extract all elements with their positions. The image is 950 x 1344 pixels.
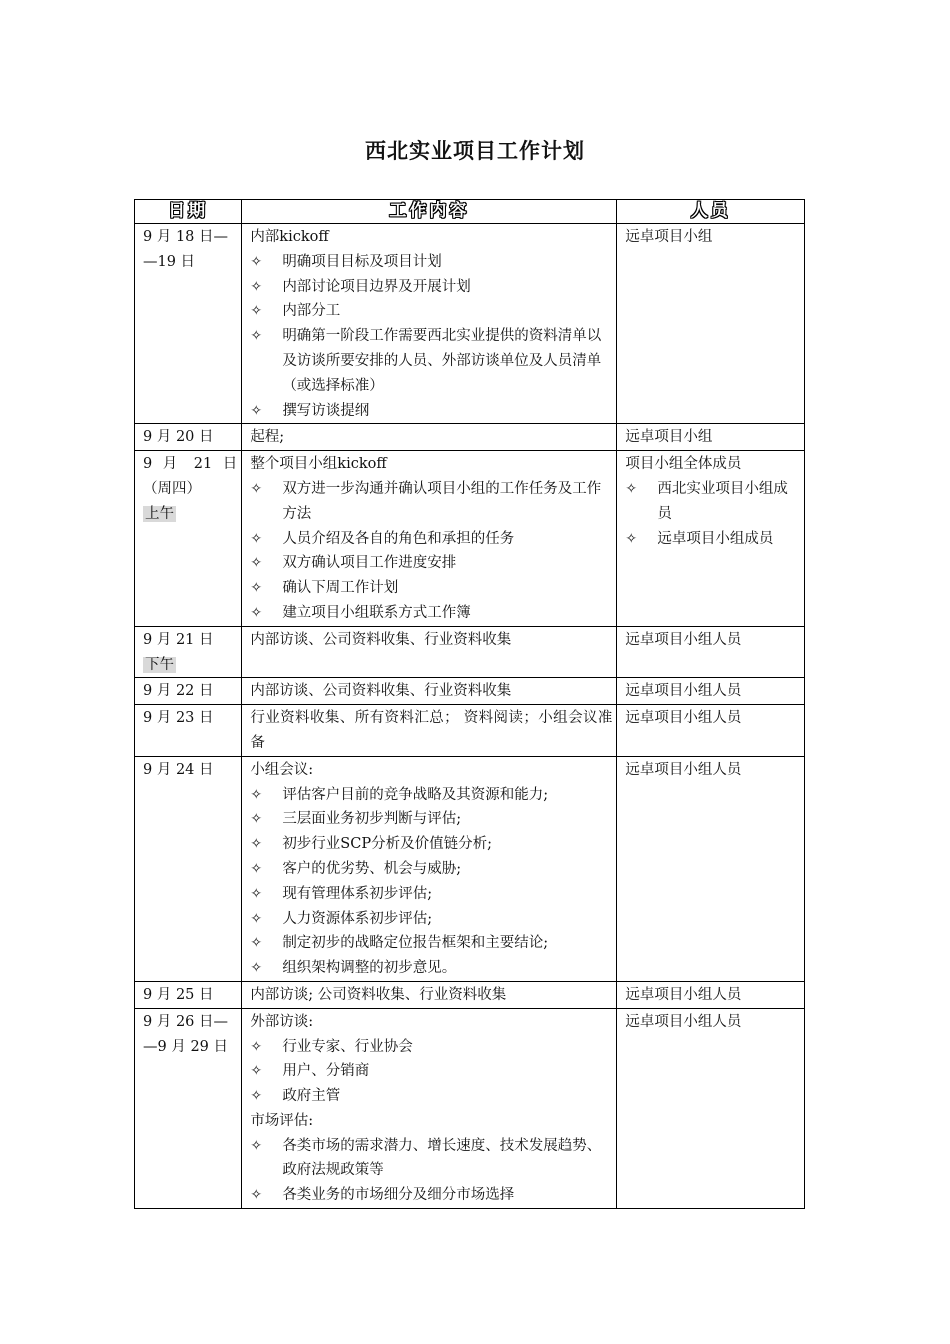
list-item: ✧ 西北实业项目小组成员 (625, 477, 800, 527)
list-item: ✧ 远卓项目小组成员 (625, 527, 800, 552)
list-item: ✧ 双方确认项目工作进度安排 (250, 551, 612, 576)
date-cell: 9 月 22 日 (135, 678, 242, 705)
list-item: ✧ 各类市场的需求潜力、增长速度、技术发展趋势、政府法规政策等 (250, 1134, 612, 1184)
date-cell: 9 月 24 日 (135, 756, 242, 981)
list-item: ✧ 内部讨论项目边界及开展计划 (250, 275, 612, 300)
people-cell (617, 451, 805, 627)
table-row (135, 678, 805, 705)
list-item: ✧ 明确项目目标及项目计划 (250, 250, 612, 275)
people-cell: 远卓项目小组人员 (617, 705, 805, 757)
table-row (135, 705, 805, 757)
table-row (135, 1008, 805, 1208)
list-item: ✧ 评估客户目前的竞争战略及其资源和能力; (250, 783, 612, 808)
people-cell: 远卓项目小组 (617, 224, 805, 424)
work-cell (242, 451, 617, 627)
people-cell: 远卓项目小组人员 (617, 756, 805, 981)
date-note: 上午 (145, 505, 174, 522)
date-cell: 9 月 25 日 (135, 981, 242, 1008)
people-cell: 远卓项目小组人员 (617, 626, 805, 678)
table-row (135, 224, 805, 424)
list-item: ✧ 制定初步的战略定位报告框架和主要结论; (250, 931, 612, 956)
list-item: ✧ 用户、分销商 (250, 1059, 612, 1084)
date-cell: 9 月 21 日 （周四） 上午 (135, 451, 242, 627)
list-item: ✧ 确认下周工作计划 (250, 576, 612, 601)
table-row (135, 756, 805, 981)
work-cell (242, 224, 617, 424)
page-title: 西北实业项目工作计划 (365, 139, 585, 163)
list-item: ✧ 撰写访谈提纲 (250, 399, 612, 424)
work-intro: 整个项目小组kickoff (250, 456, 387, 473)
table-header-row (135, 200, 805, 224)
people-intro: 项目小组全体成员 (625, 456, 742, 473)
table-row (135, 981, 805, 1008)
table-row (135, 424, 805, 451)
work-plan-table (134, 199, 805, 1209)
work-cell (242, 1008, 617, 1208)
date-cell: 9 月 23 日 (135, 705, 242, 757)
list-item: ✧ 组织架构调整的初步意见。 (250, 956, 612, 981)
list-item: ✧ 明确第一阶段工作需要西北实业提供的资料清单以及访谈所要安排的人员、外部访谈单位及人员清单（或选择标准） (250, 324, 612, 398)
header-people: 人员 (617, 200, 805, 224)
people-cell: 远卓项目小组 (617, 424, 805, 451)
work-cell (242, 756, 617, 981)
work-cell: 内部访谈; 公司资料收集、行业资料收集 (242, 981, 617, 1008)
date-cell: 9 月 26 日— —9 月 29 日 (135, 1008, 242, 1208)
work-intro: 市场评估: (250, 1112, 314, 1129)
list-item: ✧ 双方进一步沟通并确认项目小组的工作任务及工作方法 (250, 477, 612, 527)
list-item: ✧ 现有管理体系初步评估; (250, 882, 612, 907)
work-cell: 内部访谈、公司资料收集、行业资料收集 (242, 678, 617, 705)
work-intro: 外部访谈: (250, 1013, 314, 1030)
list-item: ✧ 建立项目小组联系方式工作簿 (250, 601, 612, 626)
list-item: ✧ 人力资源体系初步评估; (250, 907, 612, 932)
work-intro: 小组会议: (250, 761, 314, 778)
list-item: ✧ 人员介绍及各自的角色和承担的任务 (250, 527, 612, 552)
list-item: ✧ 行业专家、行业协会 (250, 1035, 612, 1060)
list-item: ✧ 三层面业务初步判断与评估; (250, 807, 612, 832)
date-cell: 9 月 21 日 下午 (135, 626, 242, 678)
list-item: ✧ 政府主管 (250, 1084, 612, 1109)
people-cell: 远卓项目小组人员 (617, 981, 805, 1008)
people-cell: 远卓项目小组人员 (617, 1008, 805, 1208)
list-item: ✧ 初步行业SCP分析及价值链分析; (250, 832, 612, 857)
work-cell: 内部访谈、公司资料收集、行业资料收集 (242, 626, 617, 678)
header-date: 日期 (135, 200, 242, 224)
date-note: 下午 (145, 656, 174, 673)
people-cell: 远卓项目小组人员 (617, 678, 805, 705)
date-cell: 9 月 18 日— —19 日 (135, 224, 242, 424)
list-item: ✧ 内部分工 (250, 299, 612, 324)
date-cell: 9 月 20 日 (135, 424, 242, 451)
table-row (135, 626, 805, 678)
work-cell: 起程; (242, 424, 617, 451)
list-item: ✧ 各类业务的市场细分及细分市场选择 (250, 1183, 612, 1208)
work-intro: 内部kickoff (250, 229, 329, 245)
work-cell: 行业资料收集、所有资料汇总； 资料阅读；小组会议准备 (242, 705, 617, 757)
header-work: 工作内容 (242, 200, 617, 224)
table-row (135, 451, 805, 627)
list-item: ✧ 客户的优劣势、机会与威胁; (250, 857, 612, 882)
